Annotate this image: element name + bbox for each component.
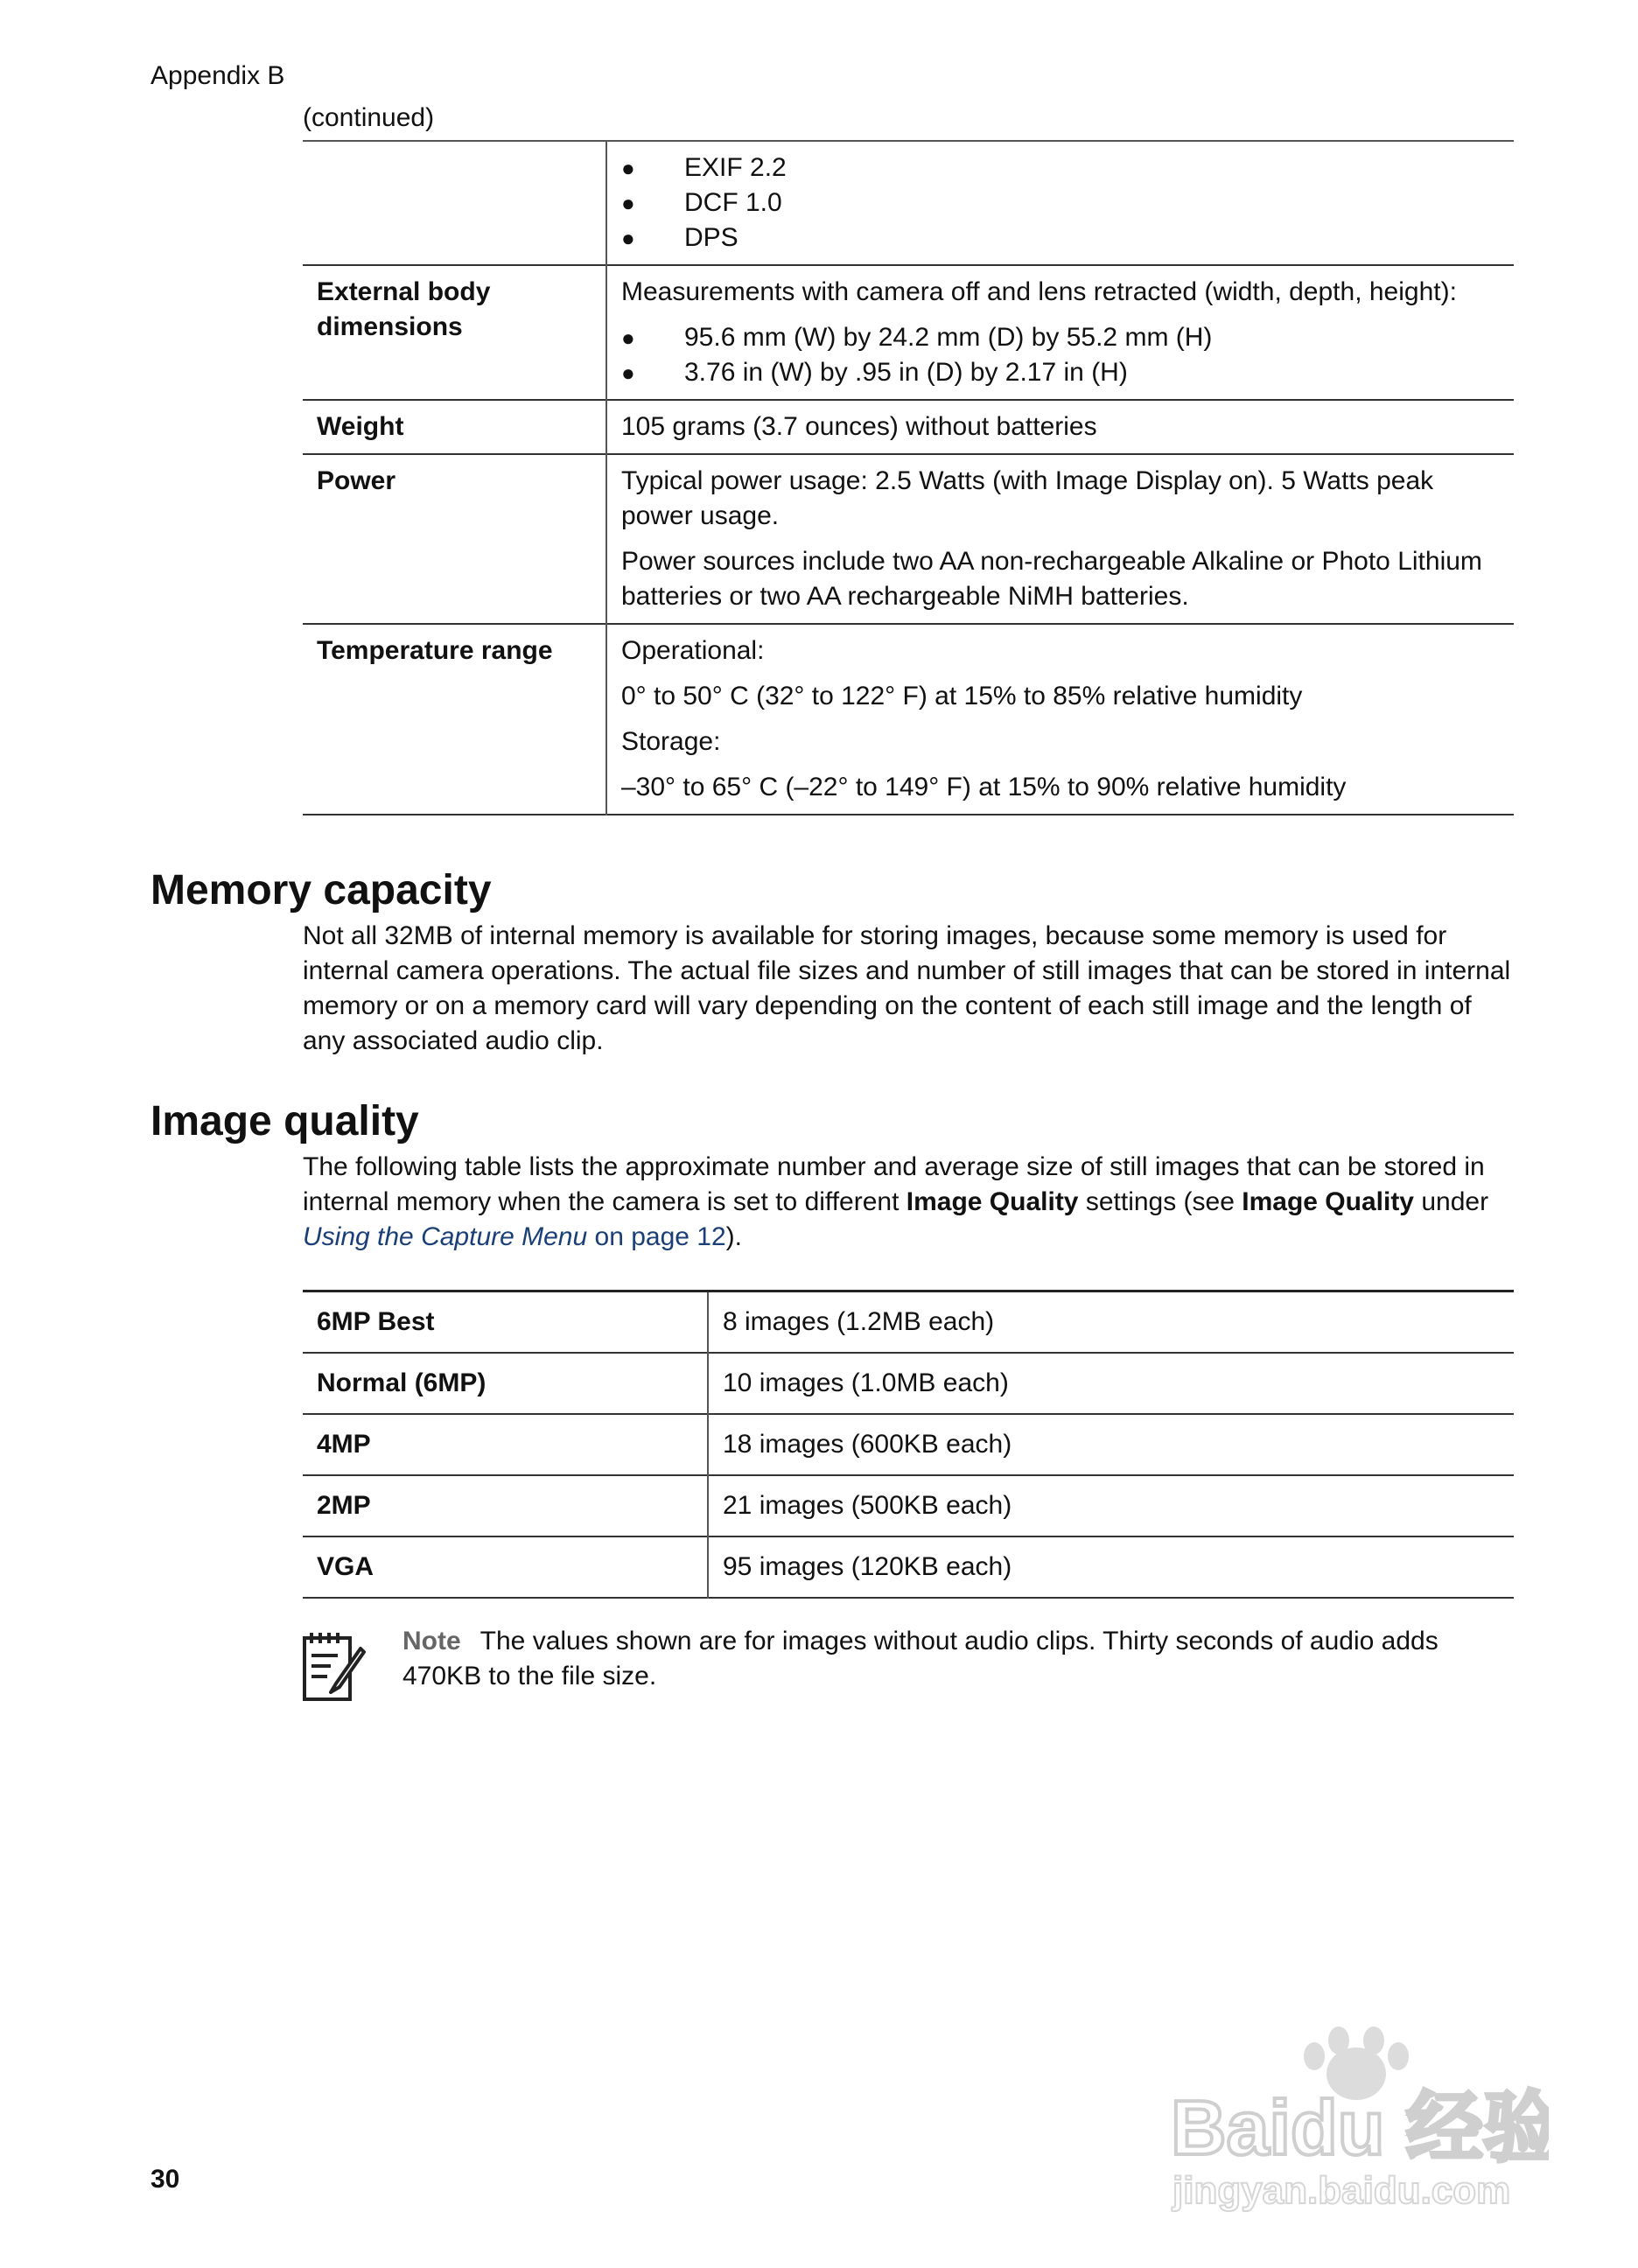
quality-setting: 4MP xyxy=(303,1414,708,1475)
intro-bold: Image Quality xyxy=(906,1187,1079,1216)
temperature-label: Temperature range xyxy=(303,624,606,815)
note-pad-pencil-icon xyxy=(301,1629,371,1703)
value-cell xyxy=(606,141,1514,265)
intro-text: ). xyxy=(725,1222,742,1251)
table-row xyxy=(303,454,1514,624)
operational-value: 0° to 50° C (32° to 122° F) at 15% to 85% relative humidity xyxy=(621,682,1303,710)
note-text: The values shown are for images without audio clips. Thirty seconds of audio adds 470KB to the file size. xyxy=(402,1627,1438,1690)
quality-capacity: 10 images (1.0MB each) xyxy=(723,1368,1009,1397)
watermark-logo: Baidu 经验 xyxy=(1171,2084,1549,2171)
storage-value: –30° to 65° C (–22° to 149° F) at 15% to 90% relative humidity xyxy=(621,773,1347,802)
table-row xyxy=(303,1353,1514,1414)
list-item: ● 95.6 mm (W) by 24.2 mm (D) by 55.2 mm (H) xyxy=(621,320,1500,355)
list-item: ● DPS xyxy=(621,220,1500,256)
list-item: ● EXIF 2.2 xyxy=(621,150,1500,186)
quality-capacity: 8 images (1.2MB each) xyxy=(723,1307,995,1336)
watermark-url: jingyan.baidu.com xyxy=(1172,2169,1511,2212)
note-label: Note xyxy=(402,1627,461,1656)
image-quality-heading: Image quality xyxy=(150,1098,419,1144)
specifications-table xyxy=(303,140,1514,816)
page-number: 30 xyxy=(150,2165,180,2194)
quality-capacity: 18 images (600KB each) xyxy=(723,1430,1012,1459)
intro-text: settings (see xyxy=(1078,1187,1242,1216)
power-label: Power xyxy=(303,454,606,624)
page-link[interactable]: on page 12 xyxy=(587,1222,726,1251)
quality-setting: VGA xyxy=(303,1536,708,1598)
table-row xyxy=(303,141,1514,265)
dimensions-label: External body dimensions xyxy=(303,265,606,400)
value-cell xyxy=(606,265,1514,400)
table-row xyxy=(303,1475,1514,1536)
power-sources: Power sources include two AA non-rechargeable Alkaline or Photo Lithium batteries or two AA rechargeable NiMH batteries. xyxy=(621,547,1482,611)
note xyxy=(402,1624,1514,1694)
continued-label: (continued) xyxy=(303,103,435,132)
list-item: ● DCF 1.0 xyxy=(621,186,1500,220)
power-usage: Typical power usage: 2.5 Watts (with Image Display on). 5 Watts peak power usage. xyxy=(621,466,1434,530)
capture-menu-link[interactable]: Using the Capture Menu xyxy=(303,1222,588,1251)
paw-icon xyxy=(1164,2023,1549,2224)
dimensions-list xyxy=(621,320,1500,390)
empty-key-cell xyxy=(303,141,606,265)
image-quality-table xyxy=(303,1290,1514,1599)
operational-label: Operational: xyxy=(621,636,765,665)
memory-capacity-heading: Memory capacity xyxy=(150,867,492,914)
dimensions-intro: Measurements with camera off and lens retracted (width, depth, height): xyxy=(621,277,1457,306)
intro-bold: Image Quality xyxy=(1242,1187,1414,1216)
memory-capacity-body: Not all 32MB of internal memory is available for storing images, because some memory is used for internal camera operations. The actual file sizes and number of still images that can be stored in internal memory or on a memory card will vary depending on the content of each still image and the length of any associated audio clip. xyxy=(303,921,1511,1055)
value-cell xyxy=(606,454,1514,624)
intro-text: The following table lists the approximate number and average size of still images that can be stored in internal memory when the camera is set to different xyxy=(303,1152,1485,1216)
quality-capacity: 95 images (120KB each) xyxy=(723,1552,1012,1581)
weight-value: 105 grams (3.7 ounces) without batteries xyxy=(621,412,1097,441)
baidu-watermark xyxy=(1164,2023,1549,2224)
table-row xyxy=(303,1414,1514,1475)
table-row xyxy=(303,1292,1514,1354)
quality-setting: 6MP Best xyxy=(303,1292,708,1354)
quality-capacity: 21 images (500KB each) xyxy=(723,1491,1012,1520)
value-cell xyxy=(606,624,1514,815)
list-item: ● 3.76 in (W) by .95 in (D) by 2.17 in (H) xyxy=(621,355,1500,390)
image-quality-intro xyxy=(303,1150,1514,1255)
storage-label: Storage: xyxy=(621,727,721,756)
table-row xyxy=(303,400,1514,454)
intro-text: under xyxy=(1414,1187,1489,1216)
table-row xyxy=(303,1536,1514,1598)
table-row xyxy=(303,265,1514,400)
running-header: Appendix B xyxy=(150,61,285,90)
quality-setting: 2MP xyxy=(303,1475,708,1536)
format-list xyxy=(621,150,1500,256)
weight-label: Weight xyxy=(303,400,606,454)
quality-setting: Normal (6MP) xyxy=(303,1353,708,1414)
table-row xyxy=(303,624,1514,815)
